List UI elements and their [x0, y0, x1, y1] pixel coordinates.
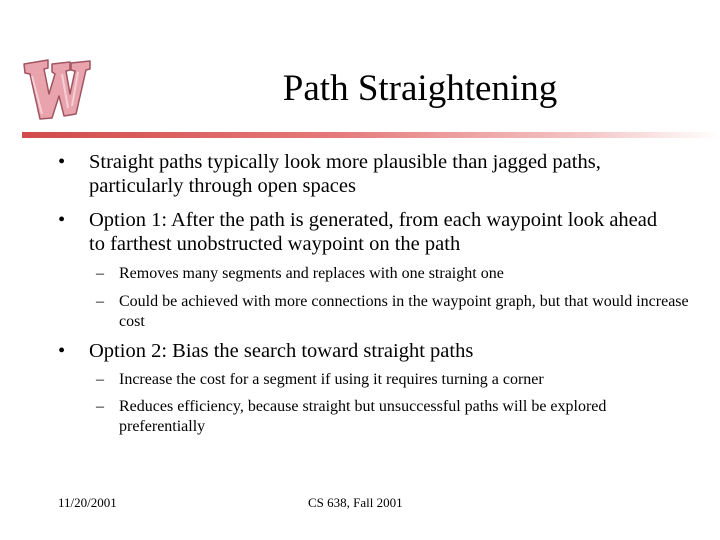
sub-bullet-marker: –	[96, 371, 104, 388]
sub-bullet-text: Reduces efficiency, because straight but unsuccessful paths will be explored preferentially	[119, 398, 607, 435]
bullet-marker: •	[58, 340, 66, 362]
bullet-text: Option 1: After the path is generated, from each waypoint look ahead to farthest unobstructed waypoint on the path	[89, 209, 658, 255]
bullet-text: Straight paths typically look more plausible than jagged paths, particularly through open spaces	[89, 151, 601, 197]
footer-date: 11/20/2001	[58, 495, 117, 510]
bullet-marker: •	[58, 209, 66, 231]
bullet-text: Option 2: Bias the search toward straight paths	[89, 340, 474, 362]
slide-title: Path Straightening	[282, 68, 558, 109]
sub-bullet-text: Could be achieved with more connections in the waypoint graph, but that would increase cost	[119, 293, 689, 330]
sub-bullet-text: Removes many segments and replaces with one straight one	[119, 265, 504, 282]
sub-bullet-text: Increase the cost for a segment if using it requires turning a corner	[119, 371, 544, 388]
sub-bullet-marker: –	[96, 398, 104, 415]
sub-bullet-marker: –	[96, 265, 104, 282]
bullet-marker: •	[58, 151, 66, 173]
sub-bullet-marker: –	[96, 293, 104, 310]
footer-course: CS 638, Fall 2001	[308, 495, 403, 510]
